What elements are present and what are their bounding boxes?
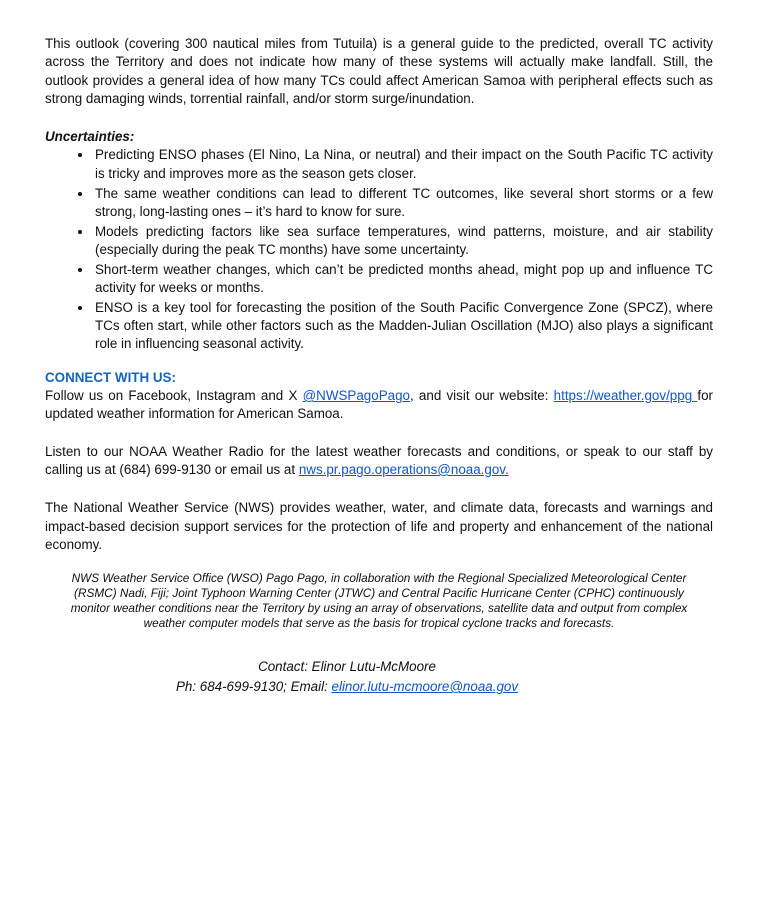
- weather-gov-ppg-link[interactable]: https://weather.gov/ppg: [553, 388, 698, 404]
- contact-name-line: Contact: Elinor Lutu-McMoore: [258, 659, 436, 675]
- uncertainties-item-enso-phases: • Predicting ENSO phases (El Nino, La Nina, or neutral) and their impact on the South Pacific TC activity is tricky and improves more as the season gets closer.: [93, 146, 713, 183]
- uncertainties-list: [45, 146, 713, 353]
- intro-paragraph: This outlook (covering 300 nautical miles from Tutuila) is a general guide to the predicted, overall TC activity across the Territory and does not indicate how many of these systems will actually make landfall. Still, the outlook provides a general idea of how many TCs could affect American Samoa with peripheral effects such as strong damaging winds, torrential rainfall, and/or storm surge/inundation.: [45, 36, 713, 106]
- contact-phone-text: Ph: 684-699-9130; Email:: [175, 679, 332, 695]
- contact-email-link[interactable]: elinor.lutu-mcmoore@noaa.gov: [331, 679, 519, 695]
- nws-mission-paragraph: The National Weather Service (NWS) provides weather, water, and climate data, forecasts and warnings and impact-based decision support services for the protection of life and property and enhancement of the national economy.: [45, 500, 713, 552]
- listen-paragraph: [45, 443, 713, 480]
- connect-text-3: for updated weather information for American Samoa.: [45, 388, 713, 422]
- operations-email-link[interactable]: nws.pr.pago.operations@noaa.gov.: [298, 461, 509, 477]
- wso-disclaimer-paragraph: NWS Weather Service Office (WSO) Pago Pago, in collaboration with the Regional Specialized Meteorological Center (RSMC) Nadi, Fiji; Joint Typhoon Warning Center (JTWC) and Central Pacific Hurricane Center (CPHC) continuously monitor weather conditions near the Territory by using an array of observations, satellite data and output from complex weather computer models that serve as the basis for tropical cyclone tracks and forecasts.: [70, 571, 688, 631]
- nwspagopago-link[interactable]: @NWSPagoPago: [302, 388, 410, 404]
- connect-text-1: Follow us on Facebook, Instagram and X: [45, 388, 303, 404]
- uncertainties-heading: Uncertainties:: [45, 129, 135, 145]
- uncertainties-item-models: • Models predicting factors like sea surface temperatures, wind patterns, moisture, and air stability (especially during the peak TC months) have some uncertainty.: [93, 223, 713, 260]
- uncertainties-item-short-term: • Short-term weather changes, which can’t be predicted months ahead, might pop up and influence TC activity for weeks or months.: [93, 261, 713, 298]
- contact-block: [45, 657, 649, 697]
- listen-text-1: Listen to our NOAA Weather Radio for the latest weather forecasts and conditions, or speak to our staff by calling us at (684) 699-9130 or email us at: [45, 443, 713, 477]
- uncertainties-item-spcz: • ENSO is a key tool for forecasting the position of the South Pacific Convergence Zone (SPCZ), where TCs often start, while other factors such as the Madden-Julian Oscillation (MJO) also plays a significant role in influencing seasonal activity.: [93, 299, 713, 354]
- contact-phone-email-line: [45, 677, 649, 697]
- uncertainties-item-same-conditions: • The same weather conditions can lead to different TC outcomes, like several short storms or a few strong, long-lasting ones – it’s hard to know for sure.: [93, 185, 713, 222]
- connect-with-us-heading: CONNECT WITH US:: [45, 369, 176, 385]
- connect-text-2: , and visit our website:: [409, 388, 554, 404]
- connect-paragraph: [45, 387, 713, 424]
